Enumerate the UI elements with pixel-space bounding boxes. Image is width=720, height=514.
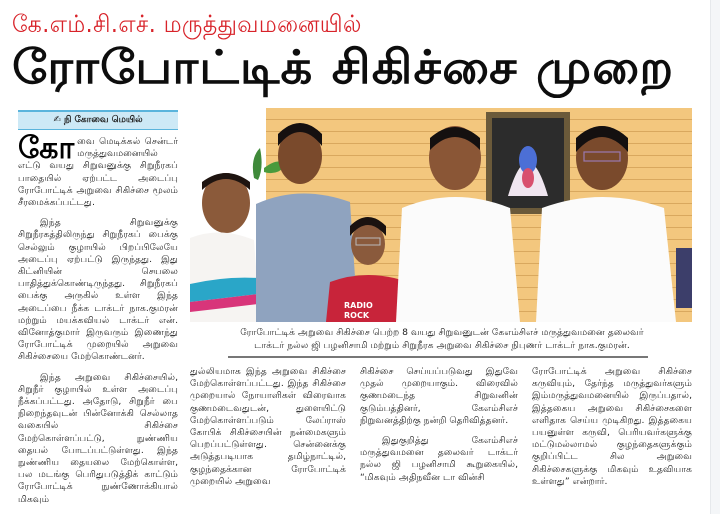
paragraph: ரோபோட்டிக் அறுவை சிகிச்சை கருவியும், தேர்ந்த மருத்துவர்களும் இம்மருத்துவமனையில் இருப்பதால், இத்தகைய அறுவை சிகிச்சைகளை எளிதாக செய்ய முடிகிறது. இத்தகைய பயனுள்ள கருவி, பெரியவர்களுக்கு மட்டுமல்லாமல் குழந்தைகளுக்கும் குறிப்பிட்ட சில அறுவை சிகிச்சைகளுக்கு மிகவும் உதவியாக உள்ளது” என்றார்.	[532, 366, 692, 487]
lead-paragraph: கோவை மெடிக்கல் சென்டர் மருத்துவமனையில் எட்டு வயது சிறுவனுக்கு சிறுநீரகப் பாதையில் ஏற்பட்ட அடைப்பு ரோபோட்டிக் அறுவை சிகிச்சை மூலம் சீரமைக்கப்பட்டது.	[18, 131, 178, 209]
paragraph: துல்லியமாக இந்த அறுவை சிகிச்சை மேற்கொள்ளப்பட்டது. இந்த சிகிச்சை முறையால் நோயாளிகள் விரைவாக குணமடைவதுடன், துளையிட்டு மேற்கொள்ளப்படும் லேப்ராஸ் கோபிக் சிகிச்சையின் நன்மைகளும் பெறப்பட்டுள்ளது. சென்னைக்கு அடுத்தபடியாக தமிழ்நாட்டில், குழந்தைக்கான ரோபோட்டிக் முறையில் அறுவை	[190, 366, 346, 487]
svg-text:RADIO: RADIO	[344, 301, 373, 310]
article-column-3	[360, 366, 518, 492]
photo-caption	[196, 326, 688, 352]
svg-text:ROCK: ROCK	[344, 311, 370, 320]
article-column-4	[532, 366, 692, 496]
article-column-1	[18, 131, 178, 514]
caption-line-2: டாக்டர் நல்ல ஜி பழனிசாமி மற்றும் சிறுநீரக அறுவை சிகிச்சை நிபுணர் டாக்டர் நாக.குமரன்.	[254, 340, 630, 351]
page-edge-strip	[710, 0, 720, 514]
headline: ரோபோட்டிக் சிகிச்சை முறை	[12, 40, 675, 94]
paragraph: இதுகுறித்து கேஎம்சிஎச் மருத்துவமனை தலைவர் டாக்டர் நல்ல ஜி பழனிசாமி கூறுகையில், “மிகவும் அதிநவீன டா வின்சி	[360, 435, 518, 483]
caption-line-1: ரோபோட்டிக் அறுவை சிகிச்சை பெற்ற 8 வயது சிறுவனுடன் கேஎம்சிஎச் மருத்துவமனை தலைவர்	[240, 327, 644, 338]
headline-kicker: கே.எம்.சி.எச். மருத்துவமனையில்	[12, 10, 362, 38]
caption-underline	[228, 356, 648, 358]
byline-text: நி கோவை மெயில்	[63, 115, 143, 125]
group-photo-illustration	[190, 108, 692, 322]
article-column-2	[190, 366, 346, 496]
drop-cap: கோ	[18, 131, 75, 166]
byline-box	[18, 110, 178, 130]
paragraph: சிகிச்சை செய்யப்படுவது இதுவே முதல் முறையாகும். விரைவில் குணமடைந்த சிறுவனின் குடும்பத்தினர், கேஎம்சிஎச் நிறுவனத்திற்கு நன்றி தெரிவித்தனர்.	[360, 366, 518, 426]
news-photo	[190, 108, 692, 322]
pen-icon: ✍	[53, 115, 61, 125]
paragraph: இந்த சிறுவனுக்கு சிறுநீரகத்திலிருந்து சிறுநீரகப் பைக்கு செல்லும் குழாயில் பிறப்பிலேயே அடைப்பு ஏற்பட்டு இருந்தது. இது கிட்னியின் செயலை பாதித்துக்கொண்டிருந்தது. சிறுநீரகப் பைக்கு அருகில் உள்ள இந்த அடைப்பை நீக்க டாக்டர் நாக.குமரன் மற்றும் மயக்கவியல் டாக்டர் என். வினோத்குமார் இருவரும் இணைந்து ரோபோட்டிக் முறையில் அறுவை சிகிச்சையை மேற்கொண்டனர்.	[18, 217, 178, 363]
paragraph: இந்த அறுவை சிகிச்சையில், சிறுநீர் குழாயில் உள்ள அடைப்பு நீக்கப்பட்டது. அதோடு, சிறுநீர் பை நிறைந்தவுடன் பின்னோக்கி செல்லாத வகையில் சிகிச்சை மேற்கொள்ளப்பட்டு, நுண்ணிய தையல் போடப்பட்டுள்ளது. இந்த நுண்ணிய தையலை மேற்கொள்ள, பல மடங்கு பெரிதுபடுத்திக் காட்டும் ரோபோட்டிக் நுண்ணோக்கியால் மிகவும்	[18, 371, 178, 505]
